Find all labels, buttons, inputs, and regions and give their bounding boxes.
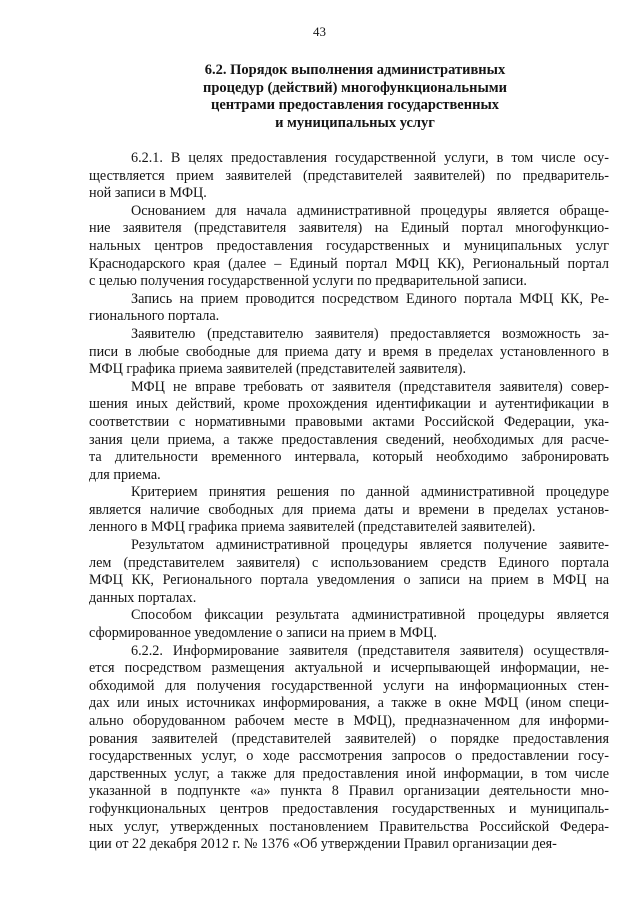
paragraph — [89, 291, 609, 326]
paragraph-line: Запись на прием проводится посредством Единого портала МФЦ КК, Ре- — [131, 290, 609, 307]
paragraph-line: писи в любые свободные для приема дату и время в пределах установленного в — [89, 343, 609, 360]
paragraph-line: указанной в подпункте «а» пункта 8 Правил организации деятельности мно- — [89, 783, 609, 800]
paragraph-line: обходимой для получения государственной услуги на информационных стен- — [89, 677, 609, 694]
section-heading — [150, 62, 560, 132]
paragraph-line: ние заявителя (представителя заявителя) на Единый портал многофункцио- — [89, 220, 609, 237]
paragraph-line: государственных услуг, о ходе рассмотрения запросов о предоставлении госу- — [89, 748, 609, 765]
paragraph-line: шения иных действий, кроме прохождения идентификации и аутентификации в — [89, 396, 609, 413]
paragraph-line: сформированное уведомление о записи на прием в МФЦ. — [89, 625, 437, 642]
heading-line: процедур (действий) многофункциональными — [202, 79, 508, 96]
heading-line: 6.2. Порядок выполнения административных — [204, 62, 506, 78]
paragraph-line: дарственных услуг, а также для предоставления иной информации, в том числе — [89, 765, 609, 782]
paragraph-line: 6.2.1. В целях предоставления государственной услуги, в том числе осу- — [131, 150, 609, 166]
paragraph-line: для приема. — [89, 466, 161, 483]
paragraph-line: Краснодарского края (далее – Единый портал МФЦ КК), Региональный портал — [89, 255, 609, 272]
paragraph-line: Способом фиксации результата административной процедуры является — [131, 607, 609, 624]
paragraph-line: ально оборудованном рабочем месте в МФЦ), предназначенном для информи- — [89, 713, 609, 729]
paragraph-line: ется посредством размещения актуальной и исчерпывающей информации, не- — [89, 660, 609, 677]
paragraph-line: 6.2.2. Информирование заявителя (представителя заявителя) осуществля- — [131, 642, 609, 659]
paragraph-line: с целью получения государственной услуги по предварительной записи. — [89, 273, 527, 290]
paragraph-line: ществляется прием заявителей (представителей заявителей) по предваритель- — [89, 167, 609, 184]
paragraph — [89, 607, 609, 642]
paragraph-line: ной записи в МФЦ. — [89, 185, 207, 202]
paragraph-line: ных услуг, утвержденных постановлением Правительства Российской Федера- — [89, 818, 609, 835]
paragraph-line: МФЦ графика приема заявителей (представителей заявителя). — [89, 361, 467, 378]
paragraph-line: нальных центров предоставления государственных и муниципальных услуг — [89, 237, 609, 254]
paragraph-line: ции от 22 декабря 2012 г. № 1376 «Об утверждении Правил организации дея- — [89, 836, 557, 853]
paragraph-line: дах или иных источниках информирования, а также в окне МФЦ (ином специ- — [89, 695, 609, 712]
paragraph-line: является наличие свободных для приема даты и времени в пределах установ- — [89, 501, 609, 518]
paragraph — [89, 484, 609, 537]
paragraph-line: гофункциональных центров предоставления государственных и муниципаль- — [89, 800, 609, 817]
paragraph — [89, 379, 609, 485]
paragraph — [89, 326, 609, 379]
heading-line: и муниципальных услуг — [275, 114, 435, 131]
paragraph-line: Основанием для начала административной процедуры является обраще- — [131, 202, 609, 219]
page-number: 43 — [313, 24, 326, 39]
paragraph-line: данных порталах. — [89, 589, 197, 606]
paragraph-line: гионального портала. — [89, 308, 220, 325]
paragraph — [89, 643, 609, 854]
body-text — [89, 150, 609, 854]
paragraph-line: соответствии с нормативными правовыми актами Российской Федерации, ука- — [89, 413, 609, 430]
paragraph-line: Результатом административной процедуры является получение заявите- — [131, 537, 609, 554]
paragraph-line: Критерием принятия решения по данной административной процедуре — [131, 484, 609, 501]
paragraph — [89, 537, 609, 607]
paragraph-line: рования заявителей (представителей заявителей) о порядке предоставления — [89, 730, 609, 747]
paragraph — [89, 150, 609, 203]
paragraph-line: зания цели приема, а также предоставления сведений, необходимых для расче- — [89, 431, 609, 448]
paragraph-line: Заявителю (представителю заявителя) предоставляется возможность за- — [131, 325, 609, 342]
paragraph-line: МФЦ не вправе требовать от заявителя (представителя заявителя) совер- — [131, 378, 609, 395]
paragraph-line: та длительности временного интервала, который необходимо забронировать — [89, 449, 609, 466]
heading-line: центрами предоставления государственных — [210, 97, 500, 113]
paragraph — [89, 203, 609, 291]
paragraph-line: лем (представителем заявителя) с использованием средств Единого портала — [89, 554, 609, 571]
paragraph-line: МФЦ КК, Регионального портала уведомления о записи на прием в МФЦ на — [89, 572, 609, 589]
paragraph-line: ленного в МФЦ графика приема заявителей (представителей заявителей). — [89, 519, 536, 536]
